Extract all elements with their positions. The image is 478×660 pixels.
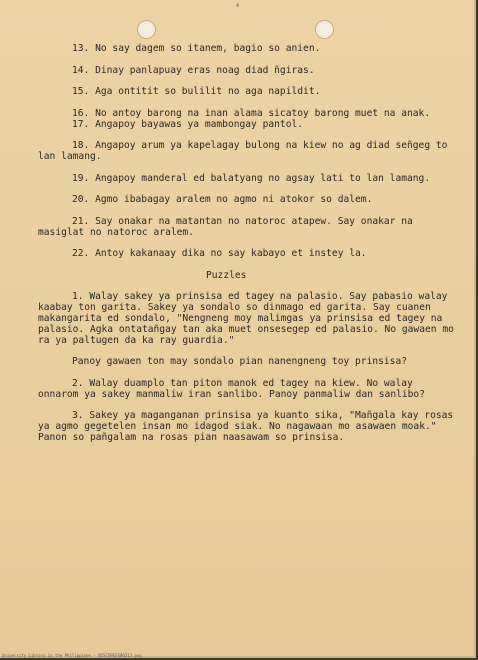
proverb-18: 18. Angapoy arum ya kapelagay bulong na kiew no ag diad señgeg to lan lamang. (38, 140, 448, 162)
puzzle-1-question: Panoy gawaen ton may sondalo pian nanengneng toy prinsisa? (72, 356, 408, 368)
proverb-14: 14. Dinay panlapuay eras noag diad ñgiras. (72, 64, 315, 76)
proverb-20: 20. Agmo ibabagay aralem no agmo ni atokor so dalem. (72, 194, 373, 206)
binder-hole-right (315, 20, 334, 39)
puzzle-2: 2. Walay duamplo tan piton manok ed tagey na kiew. No walay onnarom ya sakey manmaliw iran sanlibo. Panoy panmaliw dan sanlibo? (38, 377, 425, 400)
document-body (38, 44, 458, 454)
proverb-13: 13. No say dagem so itanem, bagio so anien. (72, 43, 321, 54)
puzzle-1: 1. Walay sakey ya prinsisa ed tagey na palasio. Say pabasio walay kaabay ton garita. Sakey ya sondalo so dinmago ed garita. Say cuanen makangarita ed sondalo, "Nengneng moy malimgas ya prinsisa ed tagey na palasio. Agka ontatañgay tan aka muet onsesegep ed palasio. No gawaen mo ra ya paltugen da ka ray guardia." (38, 291, 454, 346)
proverb-19: 19. Angapoy manderal ed balatyang no agsay lati to lan lamang. (72, 172, 431, 184)
archive-footer: University Library in the Philippines - BISCOPESS00213.png (2, 653, 142, 658)
page-mark: 4 (236, 3, 240, 9)
proverb-22: 22. Antoy kakanaay dika no say kabayo et instey la. (72, 248, 367, 260)
proverb-21: 21. Say onakar na matantan no natoroc atapew. Say onakar na masiglat no natoroc aralem. (38, 215, 413, 238)
binder-hole-left (137, 20, 156, 39)
proverb-15: 15. Aga ontitit so bulilit no aga napildit. (72, 86, 321, 98)
section-heading: Puzzles (206, 269, 247, 281)
puzzle-3: 3. Sakey ya maganganan prinsisa ya kuanto sika, "Mañgala kay rosas ya agmo gegetelen insan mo idagod siak. No nagawaan mo asawaen moak." Panon so pañgalam na rosas pian naasawam so prinsisa. (38, 410, 454, 443)
proverb-17: 17. Angapoy bayawas ya mambongay pantol. (72, 118, 304, 130)
proverb-16: 16. No antoy barong na inan alama sicatoy barong muet na anak. (72, 107, 431, 119)
